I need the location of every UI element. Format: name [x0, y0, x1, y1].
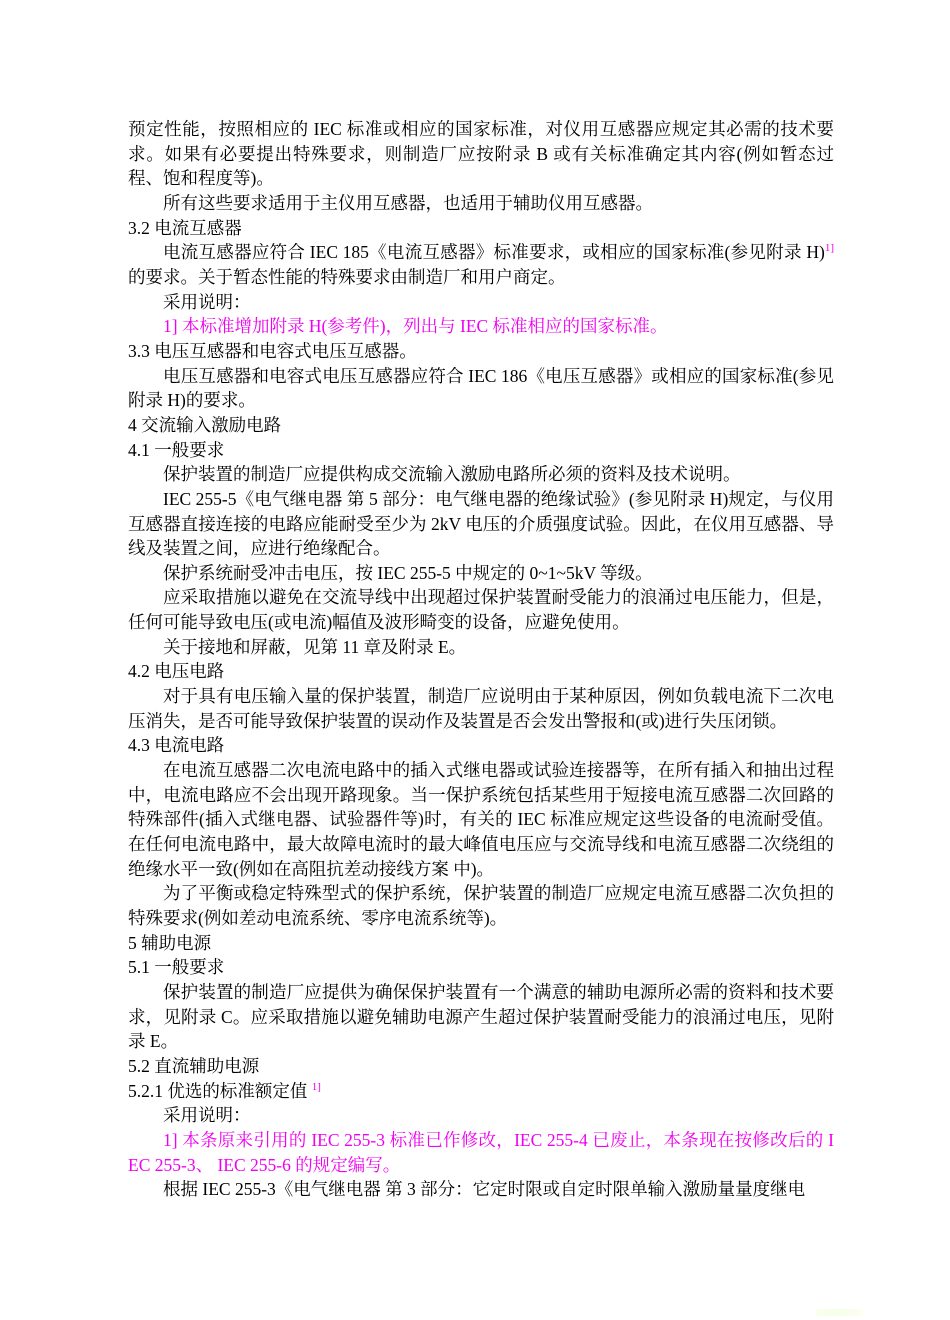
text-run: 采用说明： — [163, 1105, 251, 1126]
text-run: 4 交流输入激励电路 — [128, 414, 282, 435]
footnote-1 — [128, 314, 834, 339]
footnote-2 — [128, 1128, 834, 1177]
heading-5-2 — [128, 1054, 834, 1079]
text-run: 在电流互感器二次电流电路中的插入式继电器或试验连接器等，在所有插入和抽出过程中，电流电路应不会出现开路现象。当一保护系统包括某些用于短接电流互感器二次回路的特殊部件(插入式继电器、试验器件等)时，有关的 IEC 标准应规定这些设备的电流耐受值。在任何电流电路中，最大故障电流时的最大峰值电压应与交流导线和电流互感器二次绕组的绝缘水平一致(例如在高阻抗差动接线方案 中)。 — [128, 760, 834, 879]
text-run: 保护装置的制造厂应提供为确保保护装置有一个满意的辅助电源所必需的资料和技术要求，见附录 C。应采取措施以避免辅助电源产生超过保护装置耐受能力的浪涌过电压，见附录 E。 — [128, 981, 834, 1052]
para-3-2-body — [128, 240, 834, 289]
text-run: 电流互感器应符合 IEC 185《电流互感器》标准要求，或相应的国家标准(参见附录 H) — [163, 242, 825, 263]
text-run: 应采取措施以避免在交流导线中出现超过保护装置耐受能力的浪涌过电压能力，但是，任何可能导致电压(或电流)幅值及波形畸变的设备，应避免使用。 — [128, 587, 834, 633]
text-run: 保护系统耐受冲击电压，按 IEC 255-5 中规定的 0~1~5kV 等级。 — [163, 562, 653, 583]
text-run: 预定性能，按照相应的 IEC 标准或相应的国家标准，对仪用互感器应规定其必需的技术要求。如果有必要提出特殊要求，则制造厂应按附录 B 或有关标准确定其内容(例如暂态过程、饱和程度等)。 — [128, 119, 834, 189]
heading-4-2 — [128, 659, 834, 684]
para-5-1-body — [128, 980, 834, 1054]
para-3-3-body — [128, 364, 834, 413]
heading-3-3 — [128, 339, 834, 364]
text-run: 电压互感器和电容式电压互感器应符合 IEC 186《电压互感器》或相应的国家标准(参见附录 H)的要求。 — [128, 365, 834, 411]
text-run: 根据 IEC 255-3《电气继电器 第 3 部分：它定时限或自定时限单输入激励量量度继电 — [163, 1179, 806, 1200]
para-continuation — [128, 117, 834, 191]
text-run: 保护装置的制造厂应提供构成交流输入激励电路所必须的资料及技术说明。 — [163, 464, 741, 485]
text-run: 所有这些要求适用于主仪用互感器，也适用于辅助仪用互感器。 — [163, 192, 653, 213]
heading-4-1 — [128, 438, 834, 463]
para-4-1-body-5 — [128, 635, 834, 660]
heading-5-2-1 — [128, 1079, 834, 1104]
faint-watermark — [815, 1309, 863, 1316]
text-run: 5 辅助电源 — [128, 932, 212, 953]
para-4-1-body-3 — [128, 561, 834, 586]
text-run: 1] 本标准增加附录 H(参考件)，列出与 IEC 标准相应的国家标准。 — [163, 316, 668, 337]
note-label-2 — [128, 1103, 834, 1128]
text-run: IEC 255-5《电气继电器 第 5 部分：电气继电器的绝缘试验》(参见附录 H)规定，与仪用互感器直接连接的电路应能耐受至少为 2kV 电压的介质强度试验。因此，在仪用互感器、导线及装置之间，应进行绝缘配合。 — [128, 488, 834, 559]
text-run: 4.3 电流电路 — [128, 735, 225, 756]
heading-5 — [128, 931, 834, 956]
para-4-2-body — [128, 684, 834, 733]
text-run: 为了平衡或稳定特殊型式的保护系统，保护装置的制造厂应规定电流互感器二次负担的特殊要求(例如差动电流系统、零序电流系统等)。 — [128, 883, 834, 928]
para-all-requirements — [128, 191, 834, 216]
document-body — [128, 117, 834, 1202]
para-4-1-body-2 — [128, 487, 834, 561]
text-run: 5.2.1 优选的标准额定值 — [128, 1080, 312, 1101]
heading-5-1 — [128, 955, 834, 980]
heading-4 — [128, 413, 834, 438]
text-run: 5.1 一般要求 — [128, 957, 225, 978]
text-run: 3.3 电压互感器和电容式电压互感器。 — [128, 340, 417, 361]
para-4-1-body-4 — [128, 585, 834, 634]
text-run: 4.2 电压电路 — [128, 661, 225, 682]
text-run: 采用说明： — [163, 291, 251, 312]
para-4-1-body-1 — [128, 462, 834, 487]
text-run: 的要求。关于暂态性能的特殊要求由制造厂和用户商定。 — [128, 266, 566, 287]
footnote-ref: 1] — [311, 1080, 321, 1093]
para-5-2-1-body — [128, 1177, 834, 1202]
footnote-ref: 1] — [824, 242, 834, 255]
para-4-3-body-2 — [128, 881, 834, 930]
text-run: 5.2 直流辅助电源 — [128, 1055, 260, 1076]
note-label-1 — [128, 290, 834, 315]
text-run: 关于接地和屏蔽，见第 11 章及附录 E。 — [163, 636, 467, 657]
text-run: 3.2 电流互感器 — [128, 217, 242, 238]
text-run: 对于具有电压输入量的保护装置，制造厂应说明由于某种原因，例如负载电流下二次电压消失，是否可能导致保护装置的误动作及装置是否会发出警报和(或)进行失压闭锁。 — [128, 686, 834, 731]
text-run: 1] 本条原来引用的 IEC 255-3 标准已作修改，IEC 255-4 已废止，本条现在按修改后的 IEC 255-3、 IEC 255-6 的规定编写。 — [128, 1129, 834, 1175]
heading-4-3 — [128, 733, 834, 758]
text-run: 4.1 一般要求 — [128, 439, 225, 460]
heading-3-2 — [128, 216, 834, 241]
para-4-3-body-1 — [128, 758, 834, 881]
